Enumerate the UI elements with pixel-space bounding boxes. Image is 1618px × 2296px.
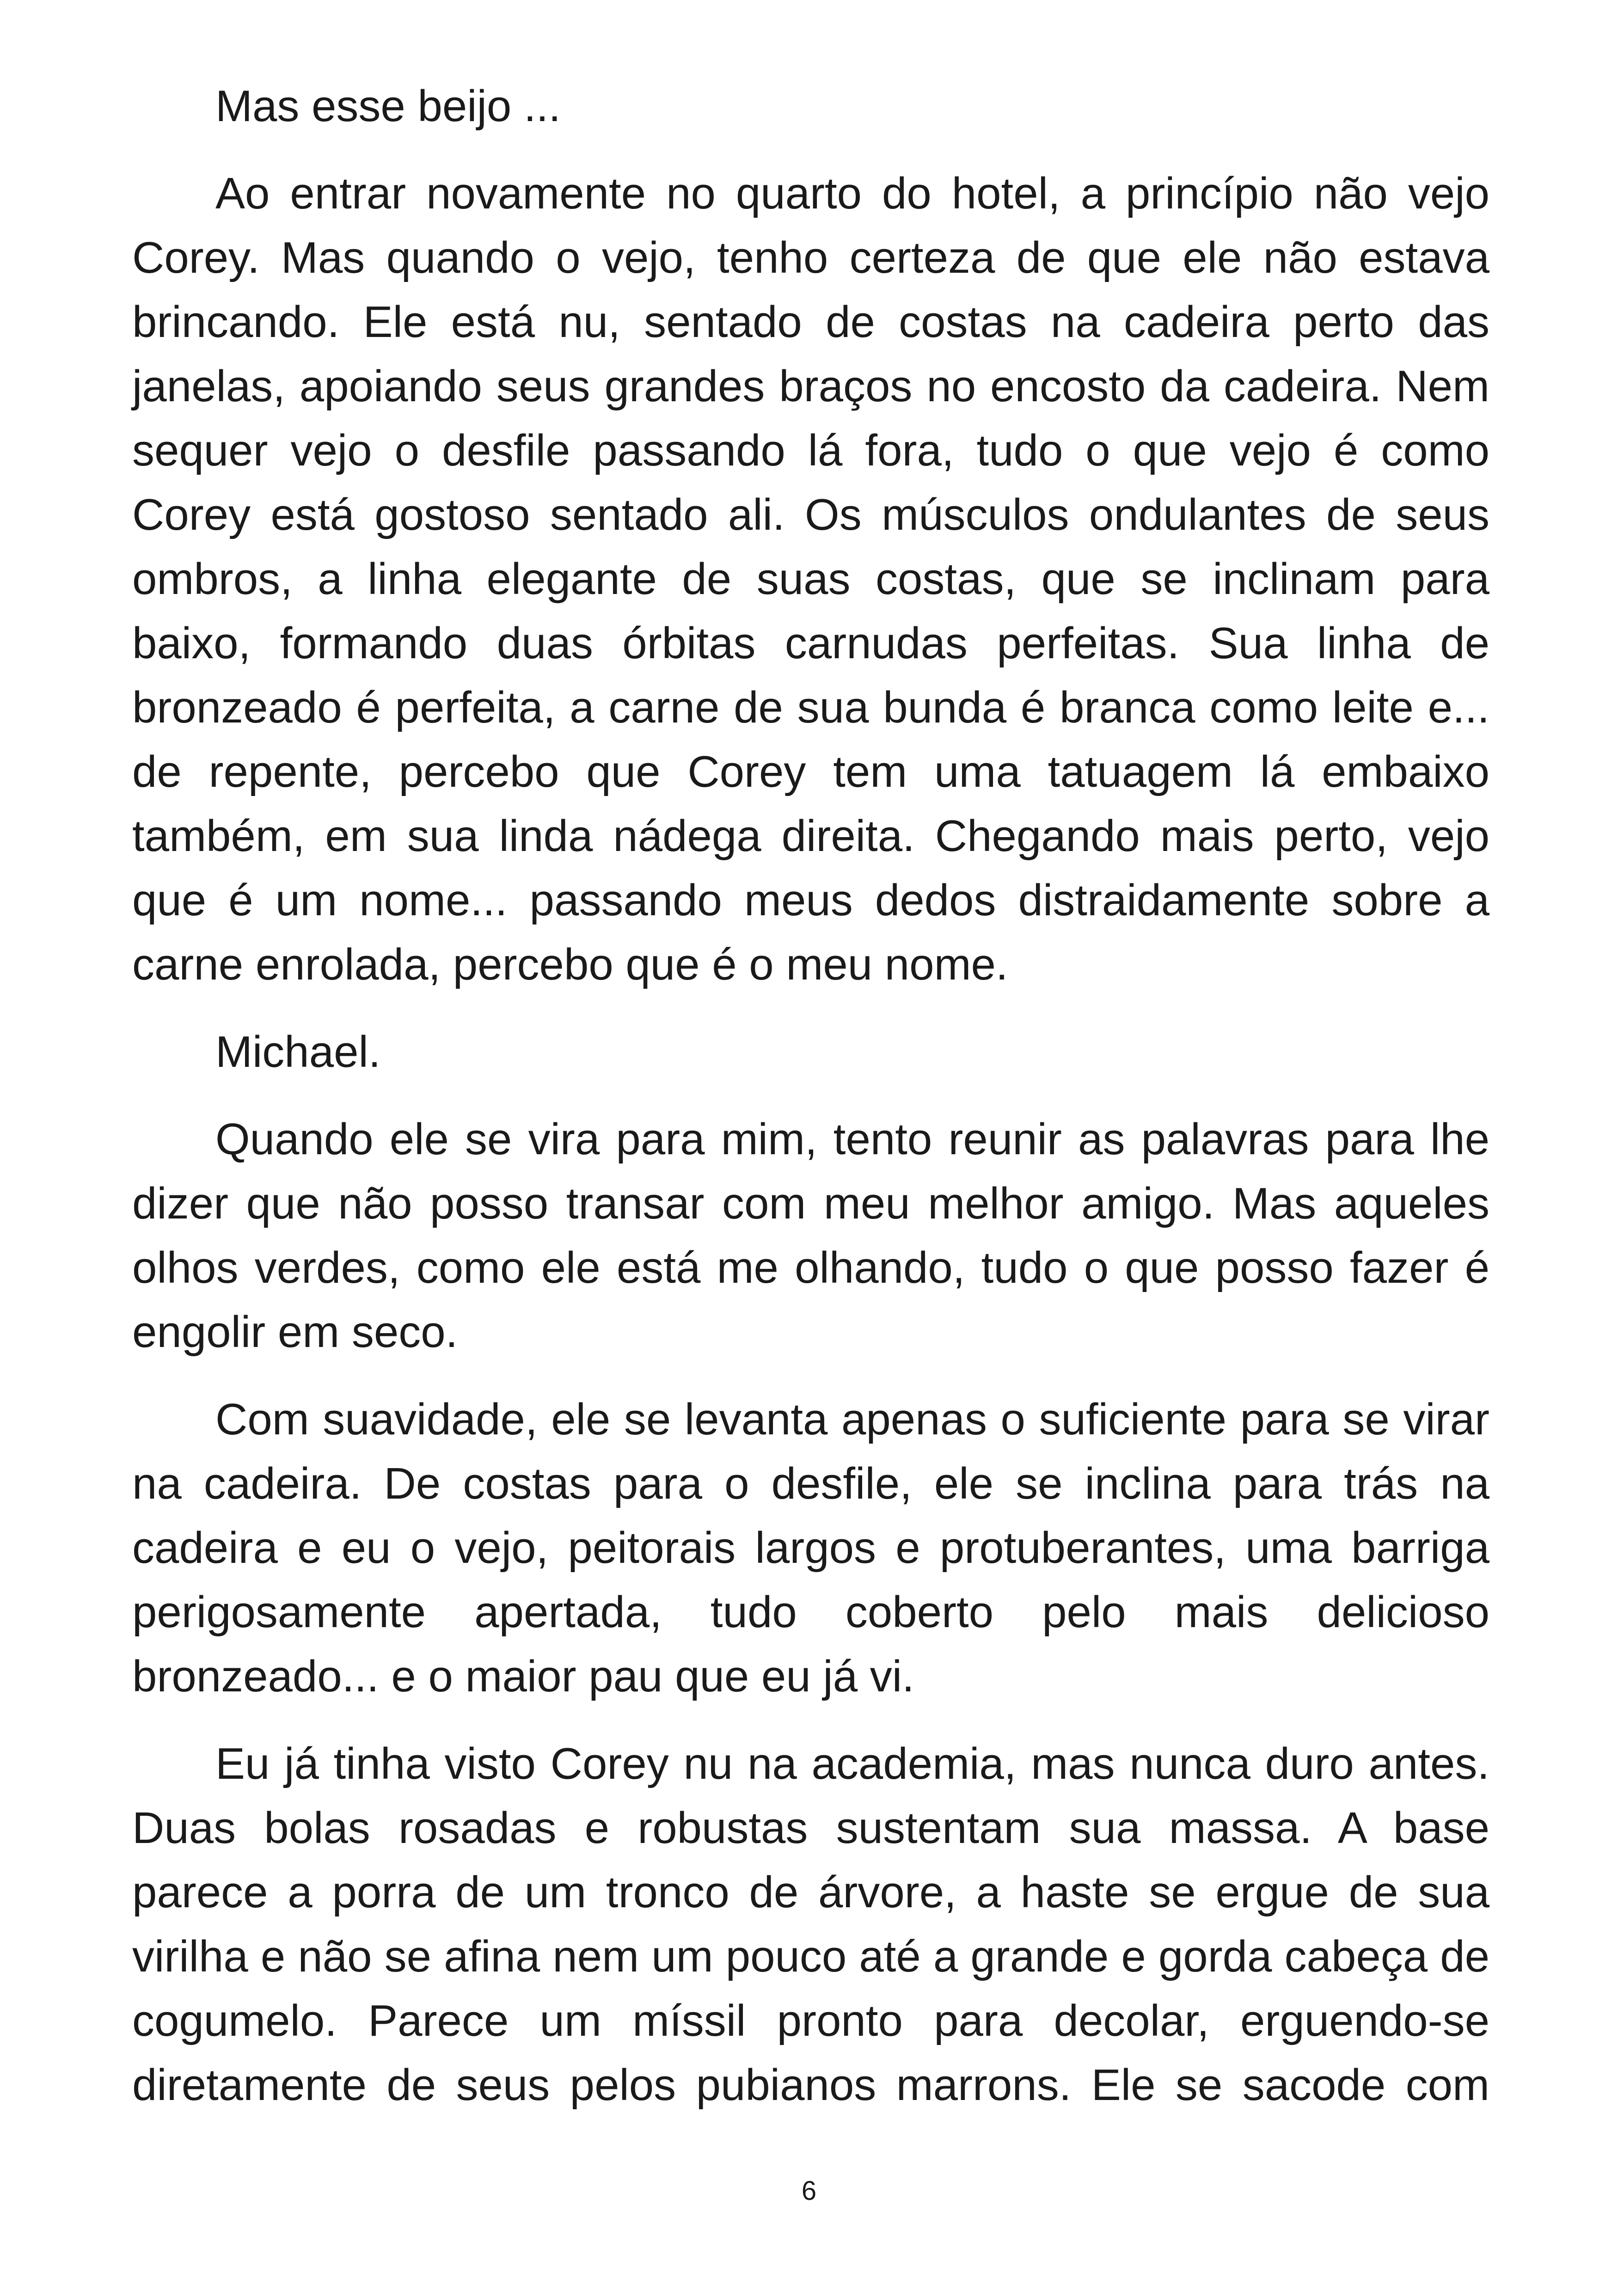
- paragraph: Com suavidade, ele se levanta apenas o suficiente para se virar na cadeira. De costas para o desfile, ele se inclina para trás na cadeira e eu o vejo, peitorais largos e protuberantes, uma barriga perigosamente apertada, tudo coberto pelo mais delicioso bronzeado... e o maior pau que eu já vi.: [132, 1395, 1489, 1701]
- page-number: 6: [801, 2176, 817, 2206]
- page-body: [132, 74, 1489, 2117]
- paragraph: Michael.: [215, 1027, 381, 1077]
- paragraph: Ao entrar novamente no quarto do hotel, a princípio não vejo Corey. Mas quando o vejo, tenho certeza de que ele não estava brincando. Ele está nu, sentado de costas na cadeira perto das janelas, apoiando seus grandes braços no encosto da cadeira. Nem sequer vejo o desfile passando lá fora, tudo o que vejo é como Corey está gostoso sentado ali. Os músculos ondulantes de seus ombros, a linha elegante de suas costas, que se inclinam para baixo, formando duas órbitas carnudas perfeitas. Sua linha de bronzeado é perfeita, a carne de sua bunda é branca como leite e... de repente, percebo que Corey tem uma tatuagem lá embaixo também, em sua linda nádega direita. Chegando mais perto, vejo que é um nome... passando meus dedos distraidamente sobre a carne enrolada, percebo que é o meu nome.: [132, 169, 1489, 989]
- paragraph: Eu já tinha visto Corey nu na academia, mas nunca duro antes. Duas bolas rosadas e robustas sustentam sua massa. A base parece a porra de um tronco de árvore, a haste se ergue de sua virilha e não se afina nem um pouco até a grande e gorda cabeça de cogumelo. Parece um míssil pronto para decolar, erguendo-se diretamente de seus pelos pubianos marrons. Ele se sacode com: [132, 1739, 1489, 2110]
- paragraph: Mas esse beijo ...: [215, 81, 561, 131]
- paragraph: Quando ele se vira para mim, tento reunir as palavras para lhe dizer que não posso transar com meu melhor amigo. Mas aqueles olhos verdes, como ele está me olhando, tudo o que posso fazer é engolir em seco.: [132, 1114, 1489, 1357]
